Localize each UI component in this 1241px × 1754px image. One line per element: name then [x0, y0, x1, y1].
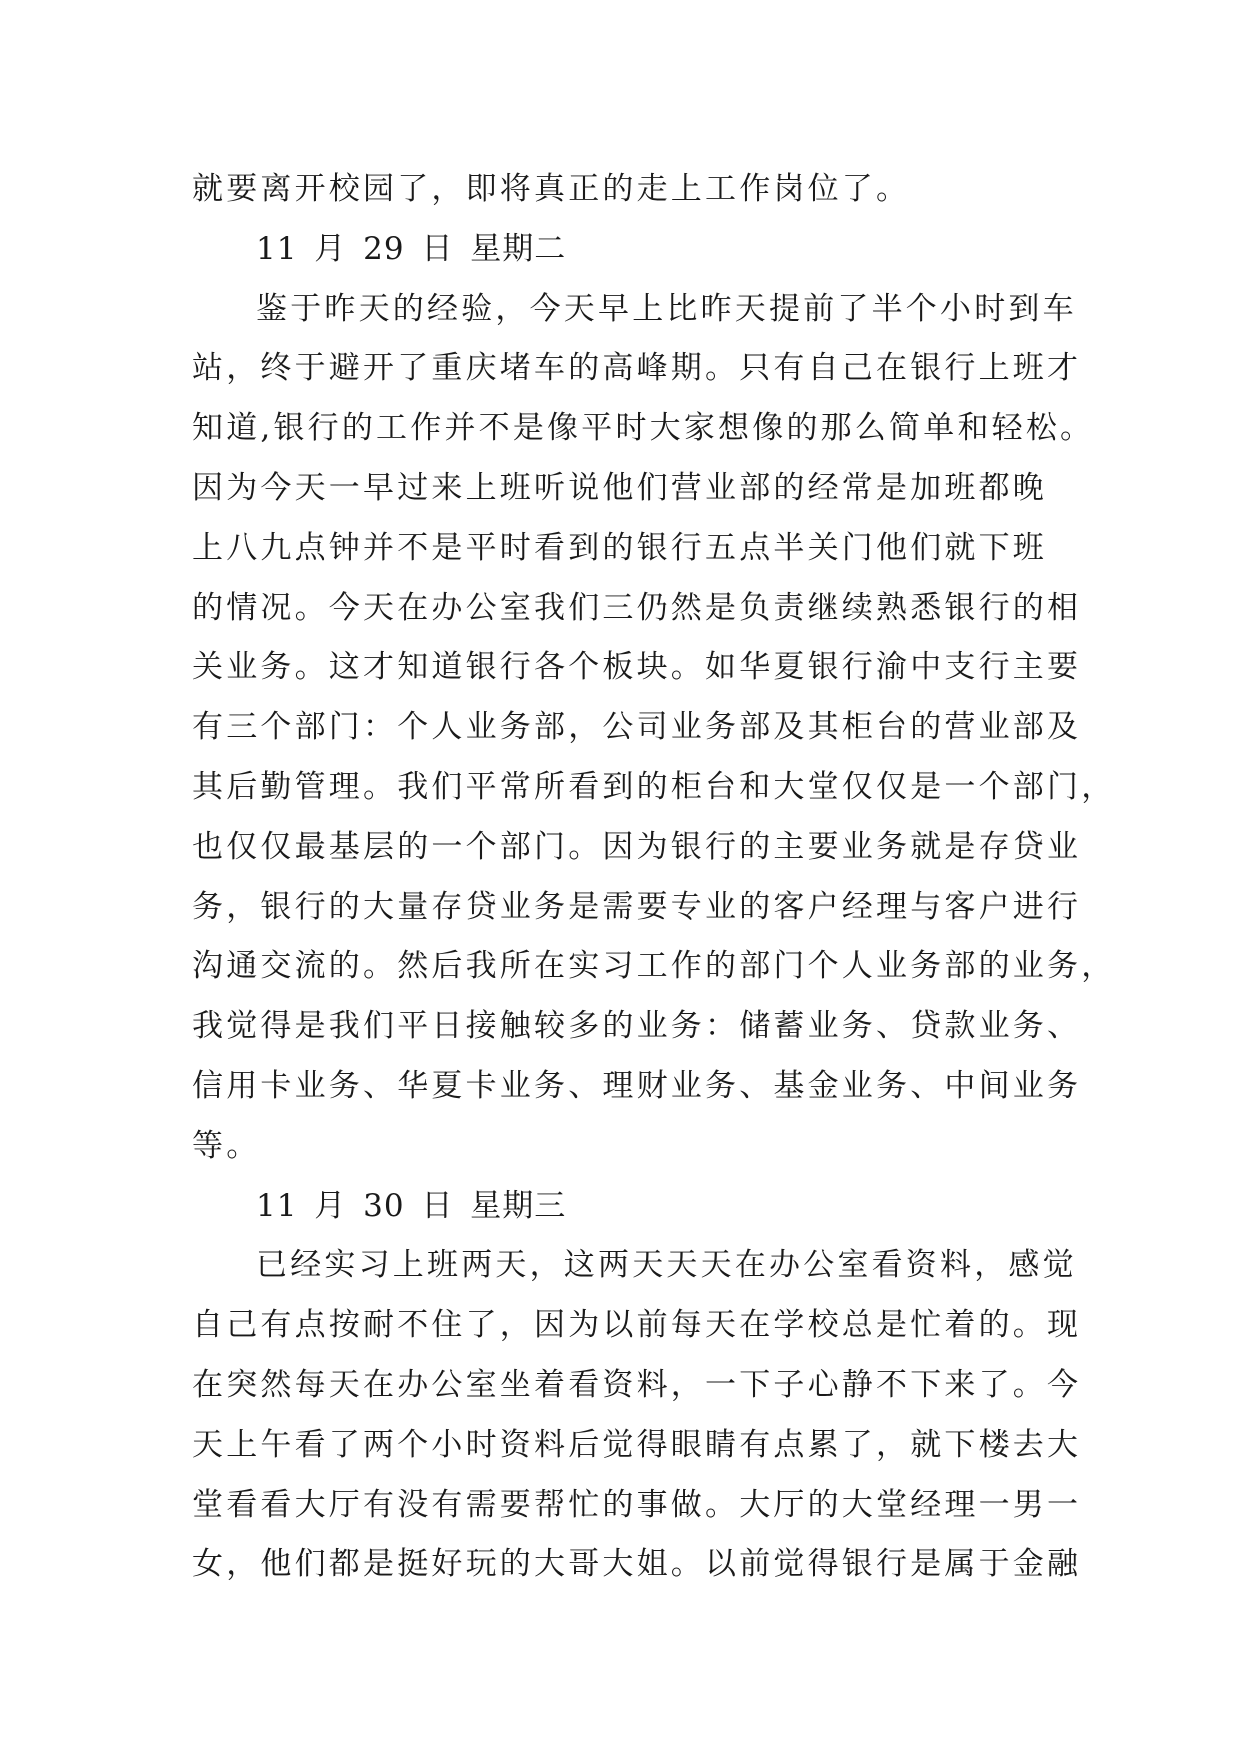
body-line: 女，他们都是挺好玩的大哥大姐。以前觉得银行是属于金融: [192, 1546, 1082, 1583]
body-line: 知道,银行的工作并不是像平时大家想像的那么简单和轻松。: [192, 410, 1095, 447]
diary-date-heading: 11 月 30 日 星期三: [256, 1187, 567, 1224]
body-line: 也仅仅最基层的一个部门。因为银行的主要业务就是存贷业: [192, 828, 1082, 865]
body-line: 我觉得是我们平日接触较多的业务：储蓄业务、贷款业务、: [192, 1008, 1082, 1045]
body-line: 务，银行的大量存贷业务是需要专业的客户经理与客户进行: [192, 888, 1082, 925]
body-line: 关业务。这才知道银行各个板块。如华夏银行渝中支行主要: [192, 649, 1082, 686]
paragraph-first-line: 已经实习上班两天，这两天天天在办公室看资料，感觉: [256, 1247, 1077, 1284]
paragraph-first-line: 鉴于昨天的经验，今天早上比昨天提前了半个小时到车: [256, 290, 1077, 327]
body-line: 的情况。今天在办公室我们三仍然是负责继续熟悉银行的相: [192, 589, 1082, 626]
body-line: 等。: [192, 1127, 261, 1164]
body-line: 沟通交流的。然后我所在实习工作的部门个人业务部的业务，: [192, 948, 1116, 985]
body-line: 因为今天一早过来上班听说他们营业部的经常是加班都晚: [192, 469, 1047, 506]
body-line: 在突然每天在办公室坐着看资料，一下子心静不下来了。今: [192, 1366, 1082, 1403]
body-line: 自己有点按耐不住了，因为以前每天在学校总是忙着的。现: [192, 1307, 1082, 1344]
document-body: [192, 160, 1116, 1595]
body-line: 上八九点钟并不是平时看到的银行五点半关门他们就下班: [192, 529, 1047, 566]
body-line: 站，终于避开了重庆堵车的高峰期。只有自己在银行上班才: [192, 350, 1082, 387]
body-line: 就要离开校园了，即将真正的走上工作岗位了。: [192, 171, 911, 207]
body-line: 有三个部门：个人业务部，公司业务部及其柜台的营业部及: [192, 709, 1082, 746]
body-line: 天上午看了两个小时资料后觉得眼睛有点累了，就下楼去大: [192, 1426, 1082, 1463]
body-line: 其后勤管理。我们平常所看到的柜台和大堂仅仅是一个部门，: [192, 768, 1116, 805]
diary-date-heading: 11 月 29 日 星期二: [256, 230, 567, 267]
body-line: 信用卡业务、华夏卡业务、理财业务、基金业务、中间业务: [192, 1067, 1082, 1104]
body-line: 堂看看大厅有没有需要帮忙的事做。大厅的大堂经理一男一: [192, 1486, 1082, 1523]
